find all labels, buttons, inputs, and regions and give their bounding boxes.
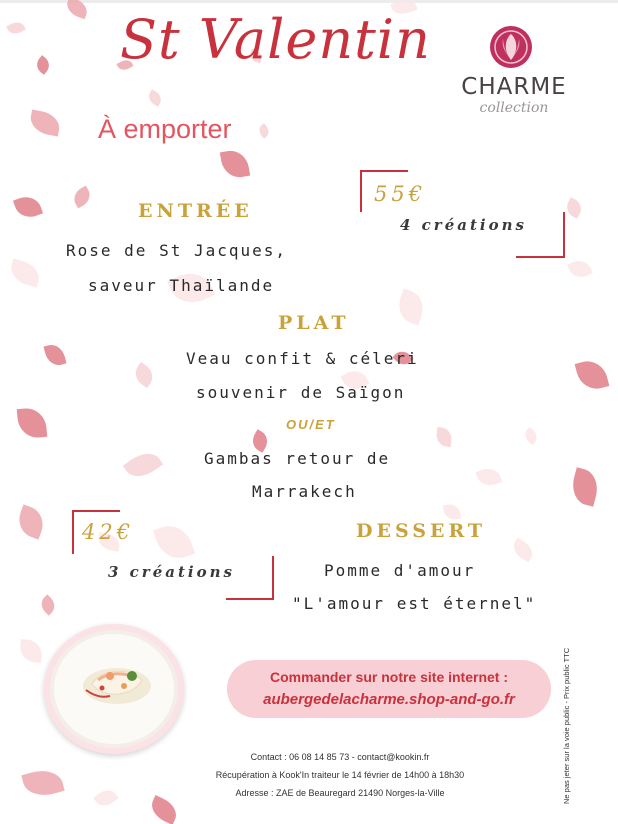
contact-info: Contact : 06 08 14 85 73 - contact@kookin.fr: [250, 752, 430, 762]
entree-heading: ENTRÉE: [138, 200, 253, 222]
plat-heading: PLAT: [278, 312, 350, 334]
rose-petal: [13, 193, 43, 222]
price-four-courses: 55€: [374, 182, 427, 206]
dessert-heading: DESSERT: [356, 520, 487, 542]
page-title: St Valentin: [120, 8, 431, 71]
rose-petal: [567, 257, 593, 282]
rose-petal: [21, 766, 64, 801]
address-info: Adresse : ZAE de Beauregard 21490 Norges-la-Ville: [235, 788, 445, 798]
plat-line-2: souvenir de Saïgon: [196, 383, 406, 402]
rose-petal: [509, 538, 536, 563]
dish-food-illustration: [80, 656, 154, 708]
rose-petal: [435, 427, 454, 448]
price-frame-bottom: [516, 256, 565, 258]
rose-petal: [37, 594, 58, 615]
rose-petal: [568, 467, 602, 507]
plat-alt-line-1: Gambas retour de: [204, 449, 391, 468]
entree-line-2: saveur Thaïlande: [88, 276, 275, 295]
or-label: OU/ET: [286, 417, 336, 432]
rose-petal: [476, 465, 503, 489]
rose-petal: [575, 357, 610, 393]
flower-logo-icon: [488, 24, 534, 70]
count-three-courses: 3 créations: [108, 563, 235, 581]
plat-alt-line-2: Marrakech: [252, 482, 357, 501]
order-online-link[interactable]: aubergedelacharme.shop-and-go.fr: [263, 691, 515, 708]
legal-note: Ne pas jeter sur la voie public - Prix public TTC: [562, 647, 571, 804]
rose-petal: [8, 258, 43, 287]
rose-petal: [19, 639, 43, 663]
rose-petal: [563, 197, 585, 219]
rose-petal: [70, 186, 94, 209]
rose-petal: [147, 795, 181, 824]
rose-petal: [93, 785, 119, 810]
rose-petal: [394, 288, 429, 325]
count-four-courses: 4 créations: [400, 216, 527, 234]
price-frame-left: [72, 510, 74, 554]
order-online-banner[interactable]: [227, 660, 551, 718]
rose-petal: [33, 55, 53, 75]
rose-petal: [28, 110, 61, 137]
price-frame-left: [360, 170, 362, 212]
price-frame-top: [360, 170, 408, 172]
rose-petal: [17, 407, 48, 439]
rose-petal: [6, 19, 26, 37]
price-frame-bottom: [226, 598, 274, 600]
order-online-label: Commander sur notre site internet :: [269, 669, 509, 685]
top-divider: [0, 0, 618, 3]
rose-petal: [146, 89, 164, 106]
price-frame-right: [563, 212, 565, 258]
rose-petal: [256, 123, 271, 139]
price-three-courses: 42€: [82, 520, 135, 544]
rose-petal: [14, 504, 48, 539]
page-subtitle: À emporter: [98, 114, 232, 144]
rose-petal: [43, 342, 66, 368]
dessert-line-1: Pomme d'amour: [324, 561, 476, 580]
price-frame-top: [72, 510, 120, 512]
dessert-line-2: "L'amour est éternel": [292, 594, 537, 613]
pickup-info: Récupération à Kook'In traiteur le 14 février de 14h00 à 18h30: [215, 770, 465, 780]
rose-petal: [522, 427, 540, 445]
rose-petal: [153, 520, 195, 565]
rose-petal: [220, 148, 250, 180]
price-frame-right: [272, 556, 274, 600]
rose-petal: [131, 362, 158, 388]
plat-line-1: Veau confit & céleri: [186, 349, 419, 368]
rose-petal: [123, 446, 163, 484]
brand-name: CHARME: [461, 74, 567, 100]
rose-petal: [443, 503, 462, 522]
brand-logo: [450, 22, 590, 122]
brand-subname: collection: [479, 100, 549, 116]
entree-line-1: Rose de St Jacques,: [66, 241, 288, 260]
